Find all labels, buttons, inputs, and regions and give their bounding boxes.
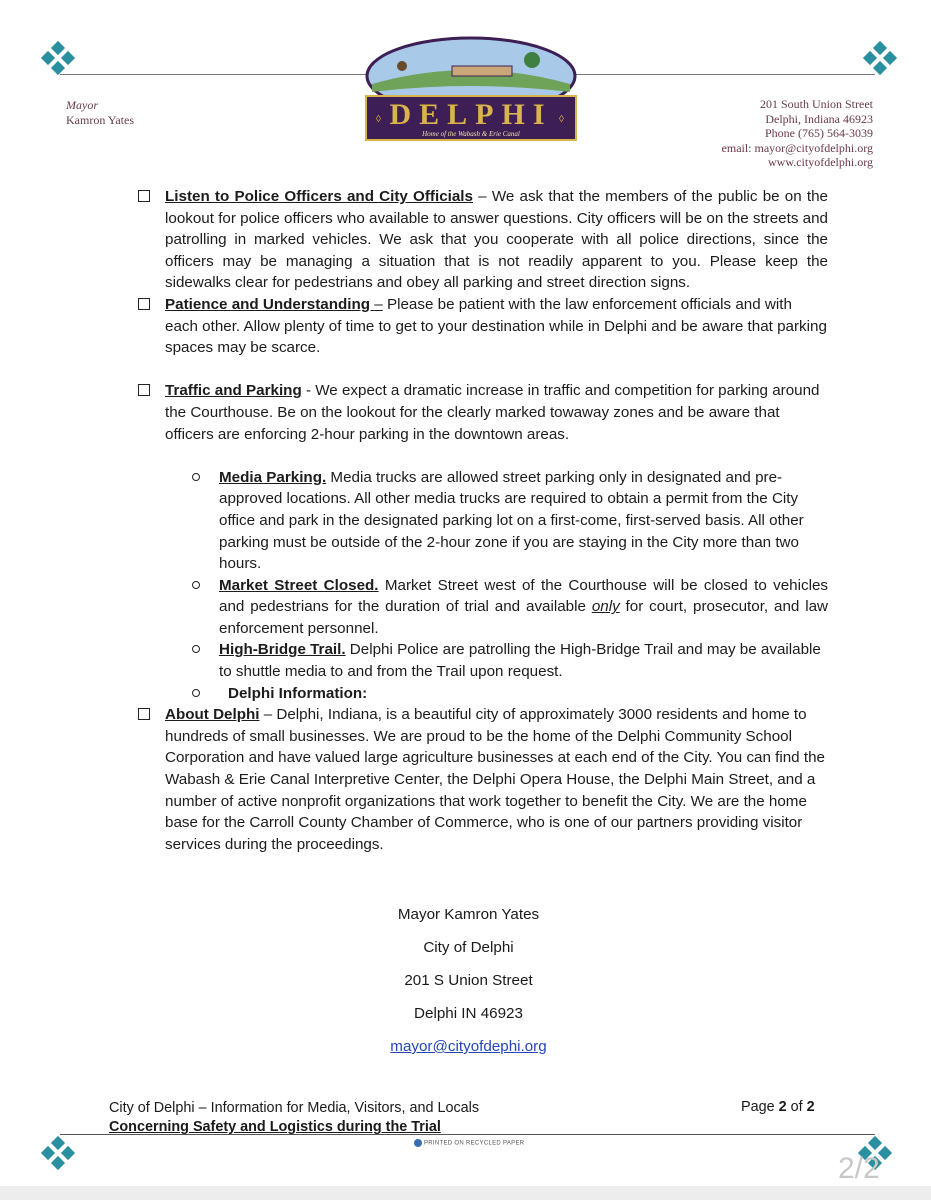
bullet-circle-icon — [192, 473, 200, 481]
subitem-trail — [138, 639, 828, 682]
signature-org: City of Delphi — [423, 939, 514, 956]
address-website: www.cityofdelphi.org — [768, 155, 873, 170]
signature-city: Delphi IN 46923 — [414, 1005, 523, 1022]
letter-body — [138, 186, 828, 855]
signature-name: Mayor Kamron Yates — [397, 906, 540, 923]
logo-diamond-right: ◊ — [559, 114, 564, 125]
signature-email-link[interactable]: mayor@cityofdephi.org — [390, 1038, 547, 1055]
page-total: 2 — [806, 1099, 815, 1115]
signature-street: 201 S Union Street — [404, 972, 533, 989]
subitem-info — [138, 683, 828, 705]
item-body: Please be patient with the law enforcement officials and with each other. Allow plenty of time to get to your destination while in Delphi and be aware that parking spaces may be scarce. — [165, 295, 827, 357]
subitem-body-a: Market Street west of the Courthouse will be closed to vehicles and pedestrians for the duration of trial and available — [219, 576, 828, 616]
logo-tagline: Home of the Wabash & Erie Canal — [422, 130, 520, 138]
checkbox-icon — [138, 190, 150, 202]
item-body: – We ask that the members of the public be on the lookout for police officers who available to answer questions. City officers will be on the streets and patrolling in marked vehicles. We ask that you cooperate with all police directions, since the officers may be managing a situation that is not readily apparent to you. Please keep the sidewalks clear for pedestrians and obey all parking and street direction signs. — [165, 188, 828, 292]
item-patience — [138, 294, 828, 359]
mayor-name: Kamron Yates — [66, 113, 134, 127]
recycled-notice — [414, 1139, 524, 1147]
subitem-heading: Media Parking. — [219, 468, 327, 486]
item-body: – Delphi, Indiana, is a beautiful city of approximately 3000 residents and home to hundreds of small businesses. We are proud to be the home of the Delphi Community School Corporation and have valued large agriculture businesses at each end of the City. You can find the Wabash & Erie Canal Interpretive Center, the Delphi Opera House, the Delphi Main Street, and a number of active nonprofit organizations that work together to benefit the City. We are the home base for the Carroll County Chamber of Commerce, who is one of our partners providing visitor services during the proceedings. — [165, 706, 825, 853]
subitem-emphasis: only — [591, 598, 620, 616]
item-police — [138, 186, 828, 294]
footer-line2: Concerning Safety and Logistics during the Trial — [109, 1119, 441, 1135]
delphi-logo — [362, 36, 580, 152]
item-heading: Listen to Police Officers and City Officials — [165, 188, 473, 205]
viewer-page-count: 2/2 — [838, 1152, 880, 1185]
item-dash: – — [374, 295, 383, 313]
subitem-market — [138, 575, 828, 640]
subitem-info-label: Delphi Information: — [228, 684, 368, 702]
corner-ornament-bottom-left — [43, 1138, 73, 1168]
checkbox-icon — [138, 384, 150, 396]
page-of: of — [786, 1099, 807, 1115]
item-about — [138, 704, 828, 855]
address-email: email: mayor@cityofdelphi.org — [721, 140, 873, 155]
subitem-body: Media trucks are allowed street parking only in designated and pre-approved locations. All other media trucks are required to obtain a permit from the City office and park in the designated parking lot on a first-come, first-served basis. All other parking must be outside of the 2-hour zone if you are staying in the City more than two hours. — [219, 468, 804, 573]
signature-block — [0, 898, 931, 1063]
viewer-bottom-bar — [0, 1186, 931, 1200]
logo-diamond-left: ◊ — [376, 114, 381, 125]
bullet-circle-icon — [192, 689, 200, 697]
bullet-circle-icon — [192, 645, 200, 653]
footer-line1: City of Delphi – Information for Media, Visitors, and Locals — [109, 1100, 480, 1116]
checkbox-icon — [138, 708, 150, 720]
item-heading: Patience and Understanding — [165, 295, 375, 313]
subitem-media — [138, 467, 828, 575]
mayor-block — [66, 98, 134, 128]
corner-ornament-top-right — [865, 43, 895, 73]
item-traffic — [138, 380, 828, 445]
checkbox-icon — [138, 298, 150, 310]
footer-title — [109, 1099, 479, 1137]
logo-wordmark: DELPHI — [389, 98, 553, 131]
page-indicator — [741, 1099, 815, 1115]
item-heading: About Delphi — [165, 706, 260, 724]
corner-ornament-top-left — [43, 43, 73, 73]
address-city: Delphi, Indiana 46923 — [765, 111, 873, 126]
mayor-title: Mayor — [66, 98, 98, 112]
subitem-heading: High-Bridge Trail. — [219, 641, 346, 659]
subitem-heading: Market Street Closed. — [219, 576, 379, 594]
item-heading: Traffic and Parking — [165, 382, 302, 400]
address-phone: Phone (765) 564-3039 — [765, 126, 873, 141]
page-number: 2 — [778, 1099, 787, 1115]
address-street: 201 South Union Street — [760, 97, 873, 111]
item-body: - We expect a dramatic increase in traffic and competition for parking around the Courthouse. Be on the lookout for the clearly marked towaway zones and be aware that officers are enforcing 2-hour parking in the downtown areas. — [165, 382, 820, 443]
recycle-icon — [414, 1139, 422, 1147]
address-block — [722, 97, 873, 170]
subitem-body-b: for court, prosecutor, and law enforcement personnel. — [219, 598, 828, 637]
recycled-text: PRINTED ON RECYCLED PAPER — [424, 1140, 525, 1147]
subitem-body: Delphi Police are patrolling the High-Bridge Trail and may be available to shuttle media to and from the Trail upon request. — [219, 641, 821, 681]
bullet-circle-icon — [192, 581, 200, 589]
page-prefix: Page — [741, 1099, 779, 1115]
